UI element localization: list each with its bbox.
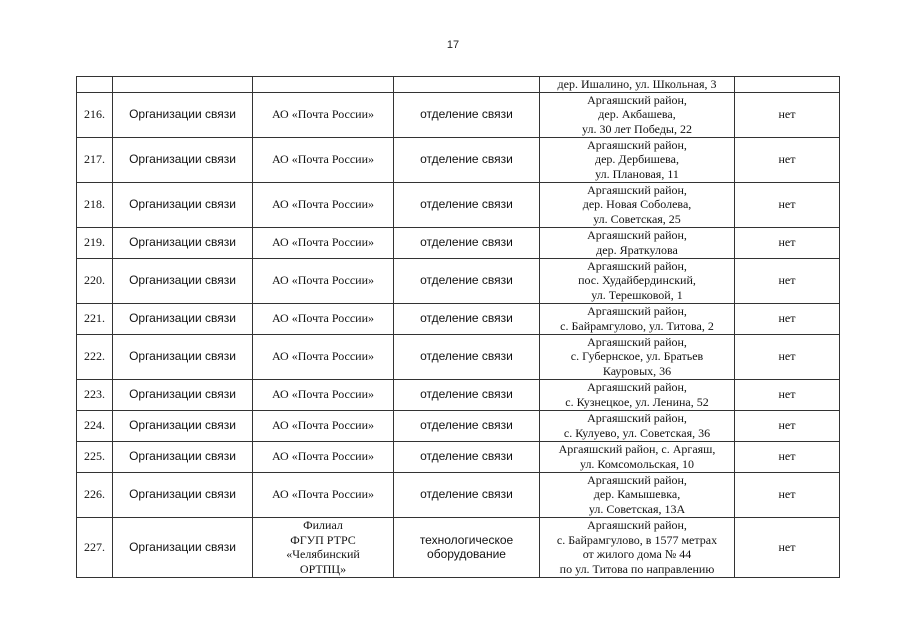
organization-cell: АО «Почта России» (253, 303, 394, 334)
address-cell: Аргаяшский район, с. Байрамгулово, ул. Титова, 2 (540, 303, 735, 334)
table-row (77, 472, 840, 517)
table-row (77, 77, 840, 93)
organization-cell: АО «Почта России» (253, 334, 394, 379)
status-cell: нет (735, 441, 840, 472)
row-number-cell: 227. (77, 517, 113, 577)
table-row (77, 334, 840, 379)
row-number-cell: 216. (77, 92, 113, 137)
category-cell: Организации связи (113, 137, 253, 182)
address-cell: Аргаяшский район, с. Кулуево, ул. Советская, 36 (540, 410, 735, 441)
object-type-cell: отделение связи (394, 472, 540, 517)
category-cell: Организации связи (113, 227, 253, 258)
organization-cell: АО «Почта России» (253, 137, 394, 182)
address-cell: Аргаяшский район, дер. Яраткулова (540, 227, 735, 258)
organization-cell: АО «Почта России» (253, 92, 394, 137)
status-cell: нет (735, 472, 840, 517)
object-type-cell: отделение связи (394, 258, 540, 303)
status-cell: нет (735, 92, 840, 137)
address-cell: Аргаяшский район, дер. Дербишева, ул. Плановая, 11 (540, 137, 735, 182)
object-type-cell: отделение связи (394, 92, 540, 137)
organization-cell: АО «Почта России» (253, 410, 394, 441)
table-row (77, 410, 840, 441)
object-type-cell (394, 77, 540, 93)
table-row (77, 303, 840, 334)
organization-cell: Филиал ФГУП РТРС «Челябинский ОРТПЦ» (253, 517, 394, 577)
table-row (77, 258, 840, 303)
organization-cell: АО «Почта России» (253, 379, 394, 410)
organization-cell: АО «Почта России» (253, 182, 394, 227)
object-type-cell: отделение связи (394, 303, 540, 334)
address-cell: Аргаяшский район, с. Байрамгулово, в 1577 метрах от жилого дома № 44 по ул. Титова по направлению (540, 517, 735, 577)
status-cell: нет (735, 227, 840, 258)
category-cell: Организации связи (113, 182, 253, 227)
category-cell: Организации связи (113, 441, 253, 472)
table-row (77, 227, 840, 258)
category-cell: Организации связи (113, 517, 253, 577)
category-cell: Организации связи (113, 92, 253, 137)
status-cell: нет (735, 517, 840, 577)
status-cell: нет (735, 334, 840, 379)
address-cell: Аргаяшский район, дер. Акбашева, ул. 30 лет Победы, 22 (540, 92, 735, 137)
category-cell: Организации связи (113, 410, 253, 441)
object-type-cell: отделение связи (394, 227, 540, 258)
organization-cell: АО «Почта России» (253, 227, 394, 258)
object-type-cell: технологическое оборудование (394, 517, 540, 577)
organization-cell: АО «Почта России» (253, 258, 394, 303)
row-number-cell: 225. (77, 441, 113, 472)
status-cell (735, 77, 840, 93)
row-number-cell: 220. (77, 258, 113, 303)
address-cell: Аргаяшский район, пос. Худайбердинский, ул. Терешковой, 1 (540, 258, 735, 303)
organization-cell (253, 77, 394, 93)
row-number-cell: 224. (77, 410, 113, 441)
category-cell: Организации связи (113, 303, 253, 334)
table-row (77, 92, 840, 137)
category-cell: Организации связи (113, 379, 253, 410)
row-number-cell: 222. (77, 334, 113, 379)
object-type-cell: отделение связи (394, 441, 540, 472)
row-number-cell (77, 77, 113, 93)
row-number-cell: 221. (77, 303, 113, 334)
category-cell (113, 77, 253, 93)
address-cell: Аргаяшский район, с. Аргаяш, ул. Комсомольская, 10 (540, 441, 735, 472)
status-cell: нет (735, 303, 840, 334)
address-cell: Аргаяшский район, с. Кузнецкое, ул. Ленина, 52 (540, 379, 735, 410)
category-cell: Организации связи (113, 334, 253, 379)
row-number-cell: 223. (77, 379, 113, 410)
status-cell: нет (735, 379, 840, 410)
organization-cell: АО «Почта России» (253, 472, 394, 517)
table-row (77, 182, 840, 227)
row-number-cell: 226. (77, 472, 113, 517)
address-cell: Аргаяшский район, дер. Новая Соболева, ул. Советская, 25 (540, 182, 735, 227)
page-number: 17 (446, 39, 460, 51)
status-cell: нет (735, 137, 840, 182)
object-type-cell: отделение связи (394, 410, 540, 441)
category-cell: Организации связи (113, 258, 253, 303)
status-cell: нет (735, 258, 840, 303)
category-cell: Организации связи (113, 472, 253, 517)
address-cell: Аргаяшский район, с. Губернское, ул. Братьев Кауровых, 36 (540, 334, 735, 379)
organization-cell: АО «Почта России» (253, 441, 394, 472)
table-row (77, 379, 840, 410)
row-number-cell: 217. (77, 137, 113, 182)
status-cell: нет (735, 182, 840, 227)
address-cell: Аргаяшский район, дер. Камышевка, ул. Советская, 13А (540, 472, 735, 517)
table-body (77, 77, 840, 578)
table-row (77, 441, 840, 472)
row-number-cell: 218. (77, 182, 113, 227)
status-cell: нет (735, 410, 840, 441)
document-table (76, 76, 840, 578)
address-cell: дер. Ишалино, ул. Школьная, 3 (540, 77, 735, 93)
table-row (77, 517, 840, 577)
object-type-cell: отделение связи (394, 379, 540, 410)
row-number-cell: 219. (77, 227, 113, 258)
object-type-cell: отделение связи (394, 137, 540, 182)
table-row (77, 137, 840, 182)
object-type-cell: отделение связи (394, 182, 540, 227)
object-type-cell: отделение связи (394, 334, 540, 379)
